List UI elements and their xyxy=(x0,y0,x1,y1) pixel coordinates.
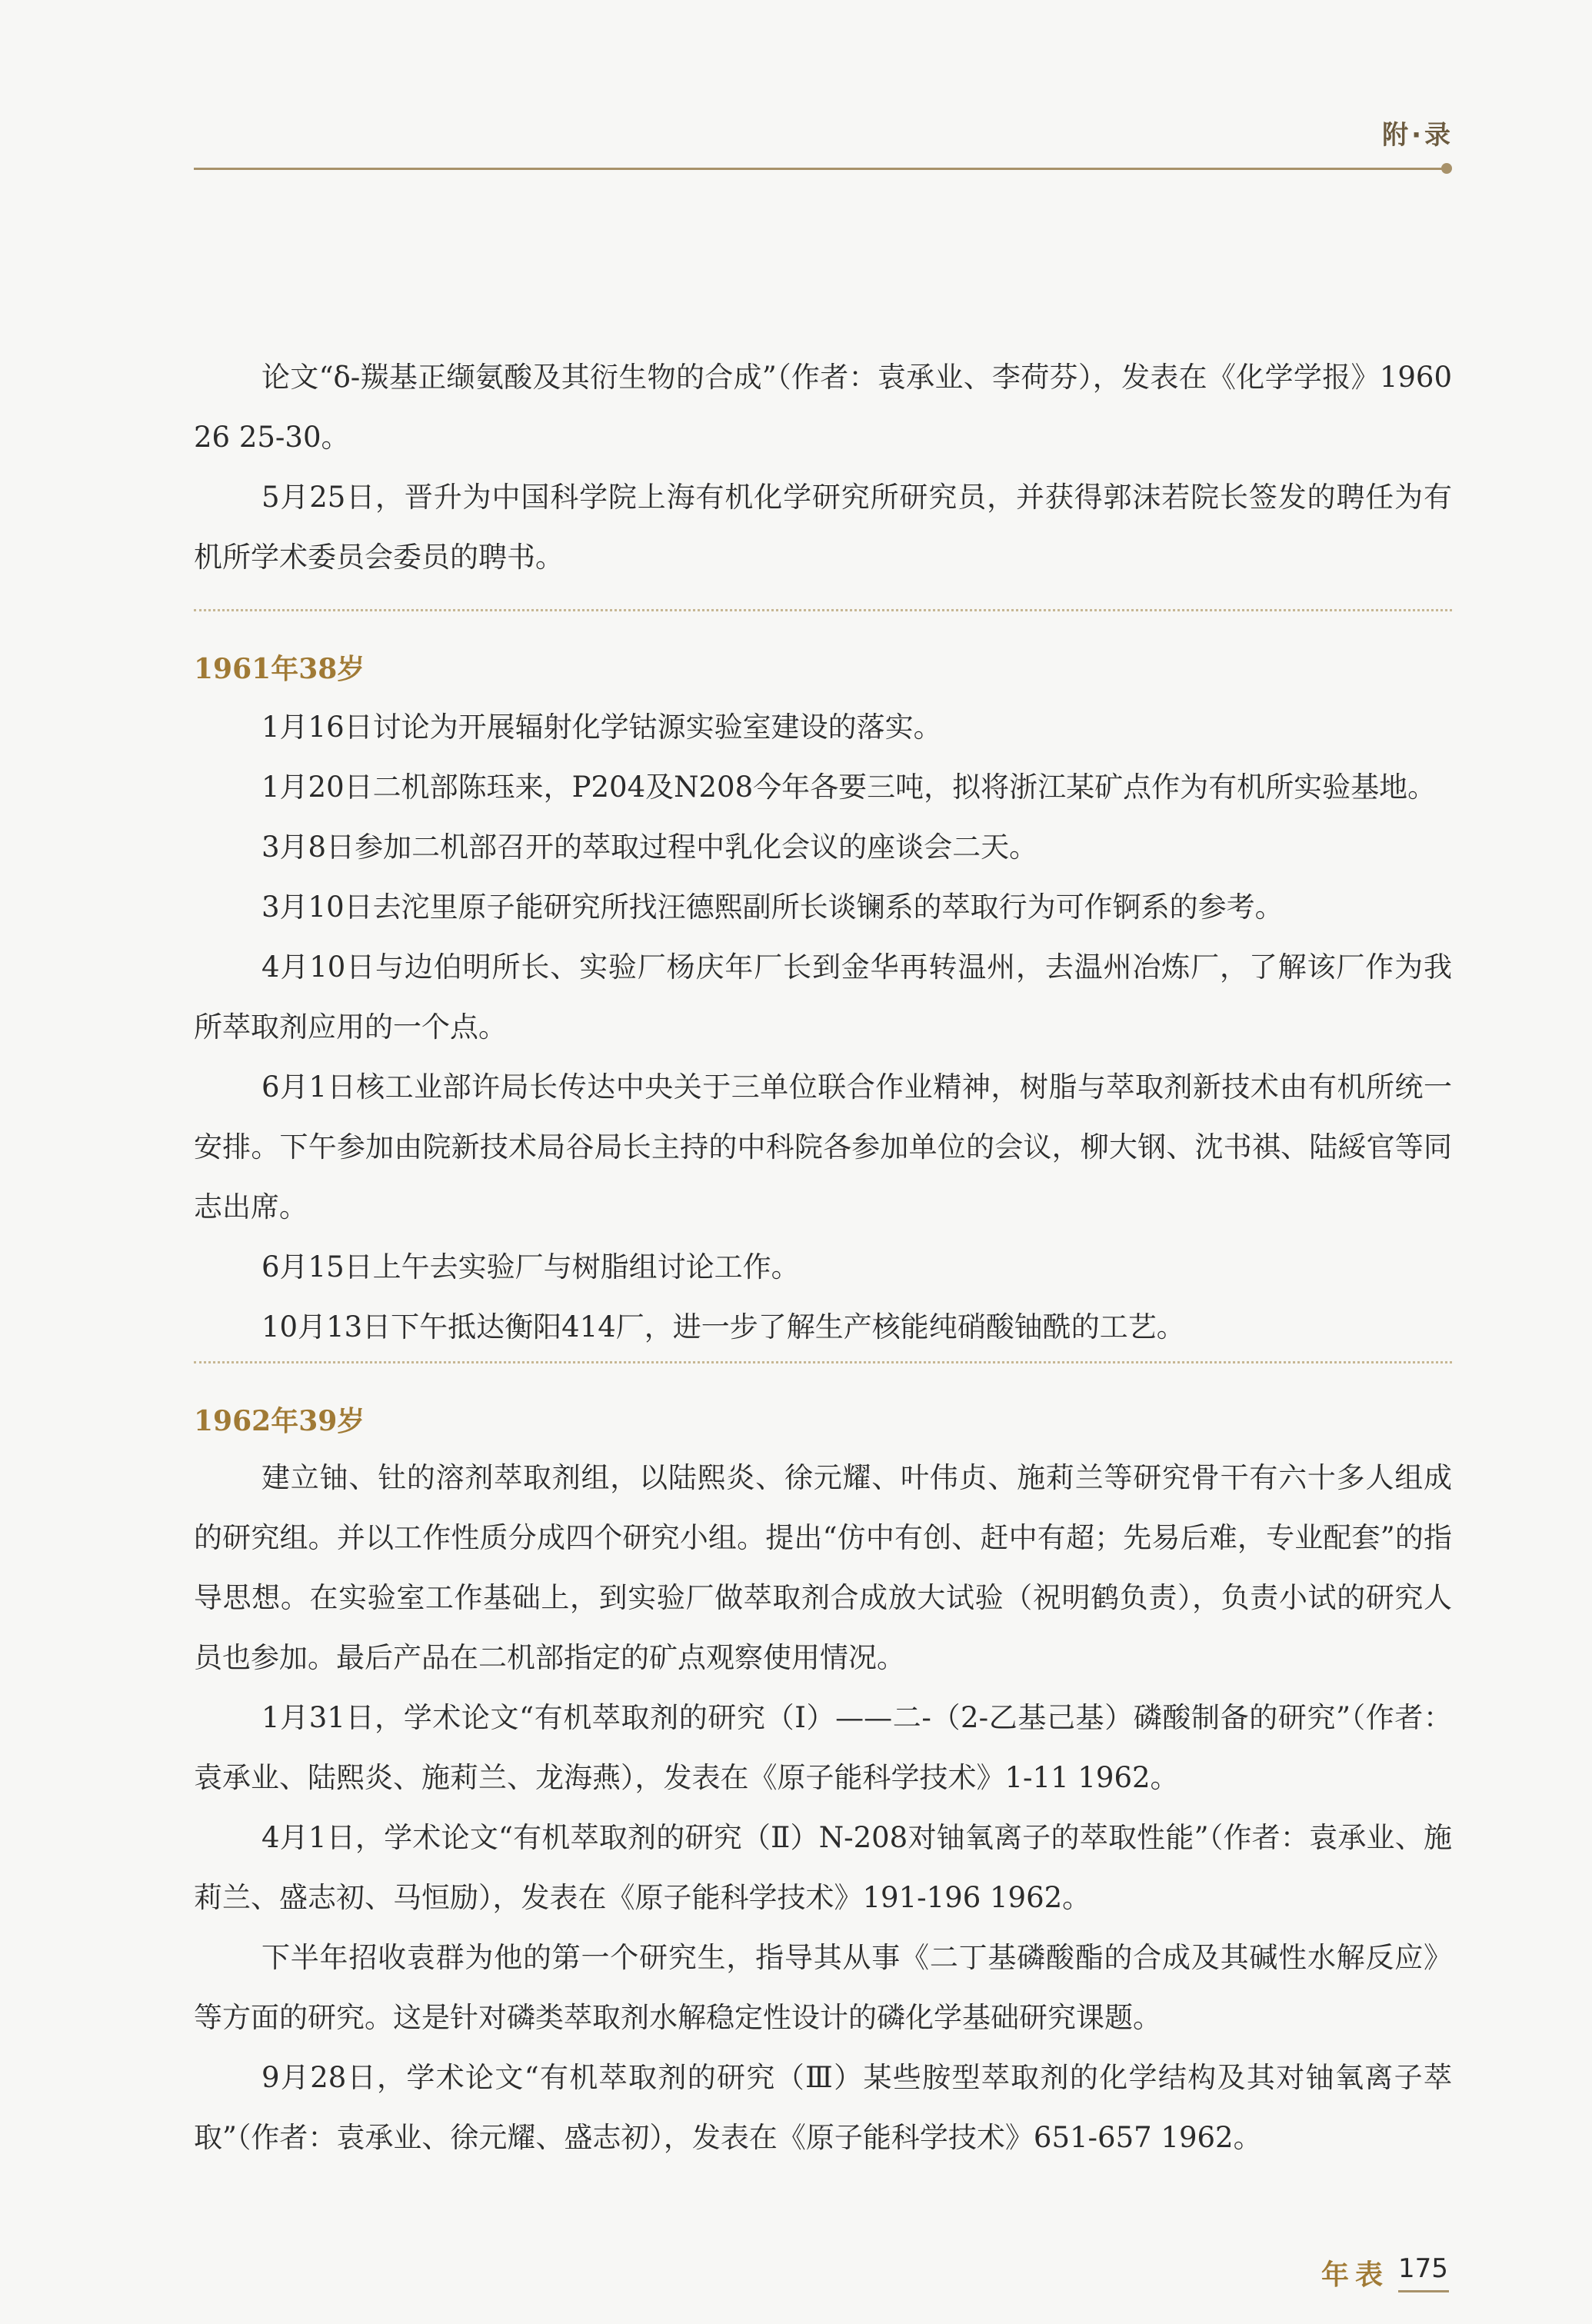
entry-1961-2: 1月20日二机部陈珏来，P204及N208今年各要三吨，拟将浙江某矿点作为有机所实验基地。 xyxy=(261,771,1437,804)
paragraph-promotion: 5月25日，晋升为中国科学院上海有机化学研究所研究员，并获得郭沫若院长签发的聘任为有机所学术委员会委员的聘书。 xyxy=(194,481,1452,574)
entry-1961-6: 6月1日核工业部许局长传达中央关于三单位联合作业精神，树脂与萃取剂新技术由有机所统一安排。下午参加由院新技术局谷局长主持的中科院各参加单位的会议，柳大钢、沈书祺、陆綏官等同志出席。 xyxy=(194,1070,1452,1224)
entry-1962-3: 4月1日，学术论文“有机萃取剂的研究（Ⅱ）N-208对铀氧离子的萃取性能”（作者：袁承业、施莉兰、盛志初、马恒励），发表在《原子能科学技术》191-196 1962。 xyxy=(194,1821,1452,1914)
entry-1961-3: 3月8日参加二机部召开的萃取过程中乳化会议的座谈会二天。 xyxy=(261,831,1038,864)
running-header-title: 附·录 xyxy=(1382,120,1454,151)
section-divider xyxy=(194,1361,1452,1363)
header-rule-dot xyxy=(1441,163,1452,174)
entry-1962-4: 下半年招收袁群为他的第一个研究生，指导其从事《二丁基磷酸酯的合成及其碱性水解反应》等方面的研究。这是针对磷类萃取剂水解稳定性设计的磷化学基础研究课题。 xyxy=(194,1941,1452,2034)
header-rule xyxy=(194,168,1446,170)
entry-1961-8: 10月13日下午抵达衡阳414厂，进一步了解生产核能纯硝酸铀酰的工艺。 xyxy=(261,1310,1185,1343)
footer-rule xyxy=(1398,2290,1449,2292)
entry-1961-5: 4月10日与边伯明所长、实验厂杨庆年厂长到金华再转温州，去温州冶炼厂，了解该厂作为我所萃取剂应用的一个点。 xyxy=(194,951,1452,1044)
entry-1961-4: 3月10日去沱里原子能研究所找汪德熙副所长谈镧系的萃取行为可作锕系的参考。 xyxy=(261,891,1284,924)
year-heading-1961: 1961年38岁 xyxy=(194,653,365,685)
section-divider xyxy=(194,609,1452,611)
paragraph-paper-1960: 论文“δ-羰基正缬氨酸及其衍生物的合成”（作者：袁承业、李荷芬），发表在《化学学报》1960 26 25-30。 xyxy=(194,361,1452,454)
entry-1962-1: 建立铀、钍的溶剂萃取剂组，以陆熙炎、徐元耀、叶伟贞、施莉兰等研究骨干有六十多人组成的研究组。并以工作性质分成四个研究小组。提出“仿中有创、赶中有超；先易后难，专业配套”的指导思想。在实验室工作基础上，到实验厂做萃取剂合成放大试验（祝明鹤负责），负责小试的研究人员也参加。最后产品在二机部指定的矿点观察使用情况。 xyxy=(194,1461,1452,1674)
page-number: 175 xyxy=(1398,2253,1448,2284)
entry-1962-5: 9月28日，学术论文“有机萃取剂的研究（Ⅲ）某些胺型萃取剂的化学结构及其对铀氧离子萃取”（作者：袁承业、徐元耀、盛志初），发表在《原子能科学技术》651-657 1962。 xyxy=(194,2061,1452,2154)
entry-1962-2: 1月31日，学术论文“有机萃取剂的研究（Ⅰ）——二-（2-乙基己基）磷酸制备的研究”（作者：袁承业、陆熙炎、施莉兰、龙海燕），发表在《原子能科学技术》1-11 1962。 xyxy=(194,1701,1452,1794)
entry-1961-1: 1月16日讨论为开展辐射化学钴源实验室建设的落实。 xyxy=(261,711,942,744)
year-heading-1962: 1962年39岁 xyxy=(194,1405,365,1437)
footer-section-label: 年表 xyxy=(1321,2259,1390,2291)
entry-1961-7: 6月15日上午去实验厂与树脂组讨论工作。 xyxy=(261,1250,800,1284)
